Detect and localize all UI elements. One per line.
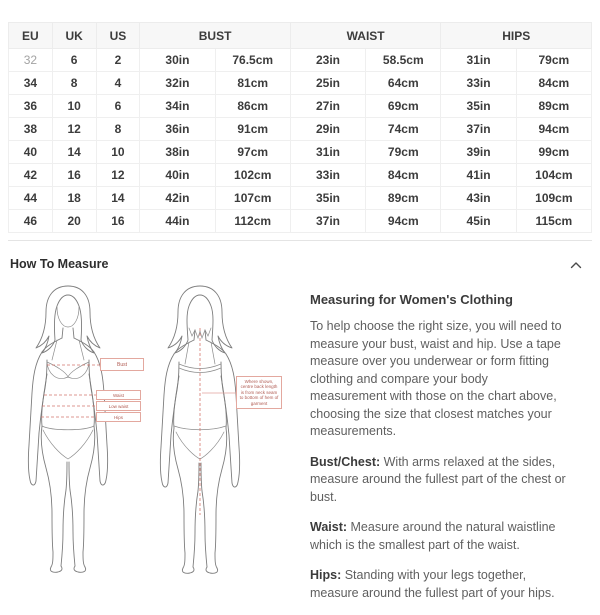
table-cell: 44 <box>9 187 53 210</box>
measuring-items <box>310 454 566 603</box>
table-cell: 41in <box>441 164 516 187</box>
table-cell: 74cm <box>366 118 441 141</box>
table-cell: 35in <box>441 95 516 118</box>
measure-item: Bust/Chest: With arms relaxed at the sides, measure around the fullest part of the chest or bust. <box>310 454 566 504</box>
table-cell: 33in <box>290 164 365 187</box>
table-cell: 37in <box>441 118 516 141</box>
table-cell: 40in <box>140 164 215 187</box>
table-cell: 44in <box>140 210 215 233</box>
table-cell: 89cm <box>516 95 591 118</box>
measuring-intro: To help choose the right size, you will need to measure your bust, waist and hip. Use a tape measure over you underwear or form fitting clothing and compare your body measurement with those on the chart above, choosing the size that closest matches your measurements. <box>310 319 562 438</box>
measuring-heading: Measuring for Women's Clothing <box>310 292 513 307</box>
table-cell: 25in <box>290 72 365 95</box>
table-cell: 31in <box>290 141 365 164</box>
table-cell: 38 <box>9 118 53 141</box>
table-cell: 112cm <box>215 210 290 233</box>
table-cell: 6 <box>52 49 96 72</box>
table-cell: 46 <box>9 210 53 233</box>
col-header-us: US <box>96 23 140 49</box>
table-cell: 109cm <box>516 187 591 210</box>
table-row <box>9 49 592 72</box>
table-header-row <box>9 23 592 49</box>
back-figure-illustration <box>160 286 239 573</box>
table-cell: 84cm <box>366 164 441 187</box>
table-cell: 16 <box>96 210 140 233</box>
table-cell: 42in <box>140 187 215 210</box>
table-row <box>9 187 592 210</box>
size-table <box>8 22 592 233</box>
table-cell: 12 <box>96 164 140 187</box>
table-cell: 34in <box>140 95 215 118</box>
table-cell: 4 <box>96 72 140 95</box>
table-cell: 81cm <box>215 72 290 95</box>
col-header-bust: BUST <box>140 23 291 49</box>
table-cell: 33in <box>441 72 516 95</box>
table-cell: 94cm <box>366 210 441 233</box>
table-row <box>9 210 592 233</box>
table-cell: 35in <box>290 187 365 210</box>
table-cell: 36in <box>140 118 215 141</box>
measure-item: Hips: Standing with your legs together, measure around the fullest part of your hips. <box>310 568 555 600</box>
table-cell: 79cm <box>366 141 441 164</box>
col-header-uk: UK <box>52 23 96 49</box>
table-cell: 29in <box>290 118 365 141</box>
table-cell: 2 <box>96 49 140 72</box>
table-cell: 12 <box>52 118 96 141</box>
table-row <box>9 141 592 164</box>
table-cell: 18 <box>52 187 96 210</box>
table-cell: 36 <box>9 95 53 118</box>
table-row <box>9 118 592 141</box>
table-cell: 31in <box>441 49 516 72</box>
table-cell: 104cm <box>516 164 591 187</box>
table-cell: 91cm <box>215 118 290 141</box>
table-cell: 20 <box>52 210 96 233</box>
table-cell: 10 <box>52 95 96 118</box>
table-cell: 32in <box>140 72 215 95</box>
table-cell: 6 <box>96 95 140 118</box>
table-cell: 32 <box>9 49 53 72</box>
table-cell: 27in <box>290 95 365 118</box>
table-cell: 42 <box>9 164 53 187</box>
front-figure-illustration <box>28 286 107 572</box>
table-cell: 79cm <box>516 49 591 72</box>
waist-callout-label: Waist <box>96 390 141 400</box>
table-cell: 10 <box>96 141 140 164</box>
table-cell: 89cm <box>366 187 441 210</box>
centre-back-length-note: Where shown, centre back length is from neck seam to bottom of hem of garment <box>236 376 282 409</box>
table-cell: 115cm <box>516 210 591 233</box>
table-row <box>9 72 592 95</box>
table-cell: 37in <box>290 210 365 233</box>
how-to-measure-title: How To Measure <box>10 257 109 271</box>
table-cell: 16 <box>52 164 96 187</box>
col-header-hips: HIPS <box>441 23 592 49</box>
table-cell: 107cm <box>215 187 290 210</box>
table-cell: 69cm <box>366 95 441 118</box>
col-header-waist: WAIST <box>290 23 441 49</box>
table-row <box>9 164 592 187</box>
table-cell: 14 <box>96 187 140 210</box>
chevron-up-icon[interactable] <box>570 261 582 269</box>
hips-callout-label: Hips <box>96 412 141 422</box>
col-header-eu: EU <box>9 23 53 49</box>
table-cell: 43in <box>441 187 516 210</box>
table-cell: 76.5cm <box>215 49 290 72</box>
table-cell: 45in <box>441 210 516 233</box>
table-cell: 84cm <box>516 72 591 95</box>
table-cell: 14 <box>52 141 96 164</box>
table-cell: 30in <box>140 49 215 72</box>
table-cell: 64cm <box>366 72 441 95</box>
table-cell: 23in <box>290 49 365 72</box>
table-cell: 40 <box>9 141 53 164</box>
table-cell: 39in <box>441 141 516 164</box>
table-row <box>9 95 592 118</box>
measure-item: Waist: Measure around the natural waistline which is the smallest part of the waist. <box>310 520 556 552</box>
measurement-figures-illustration <box>0 280 300 600</box>
table-cell: 38in <box>140 141 215 164</box>
table-cell: 102cm <box>215 164 290 187</box>
table-cell: 8 <box>52 72 96 95</box>
measuring-instructions <box>310 292 566 615</box>
how-to-measure-accordion-header[interactable] <box>8 240 592 281</box>
low-waist-callout-label: Low waist <box>96 401 141 411</box>
table-cell: 8 <box>96 118 140 141</box>
table-cell: 97cm <box>215 141 290 164</box>
table-cell: 86cm <box>215 95 290 118</box>
table-cell: 34 <box>9 72 53 95</box>
table-cell: 99cm <box>516 141 591 164</box>
bust-callout-label: Bust <box>100 358 144 371</box>
table-cell: 58.5cm <box>366 49 441 72</box>
table-cell: 94cm <box>516 118 591 141</box>
